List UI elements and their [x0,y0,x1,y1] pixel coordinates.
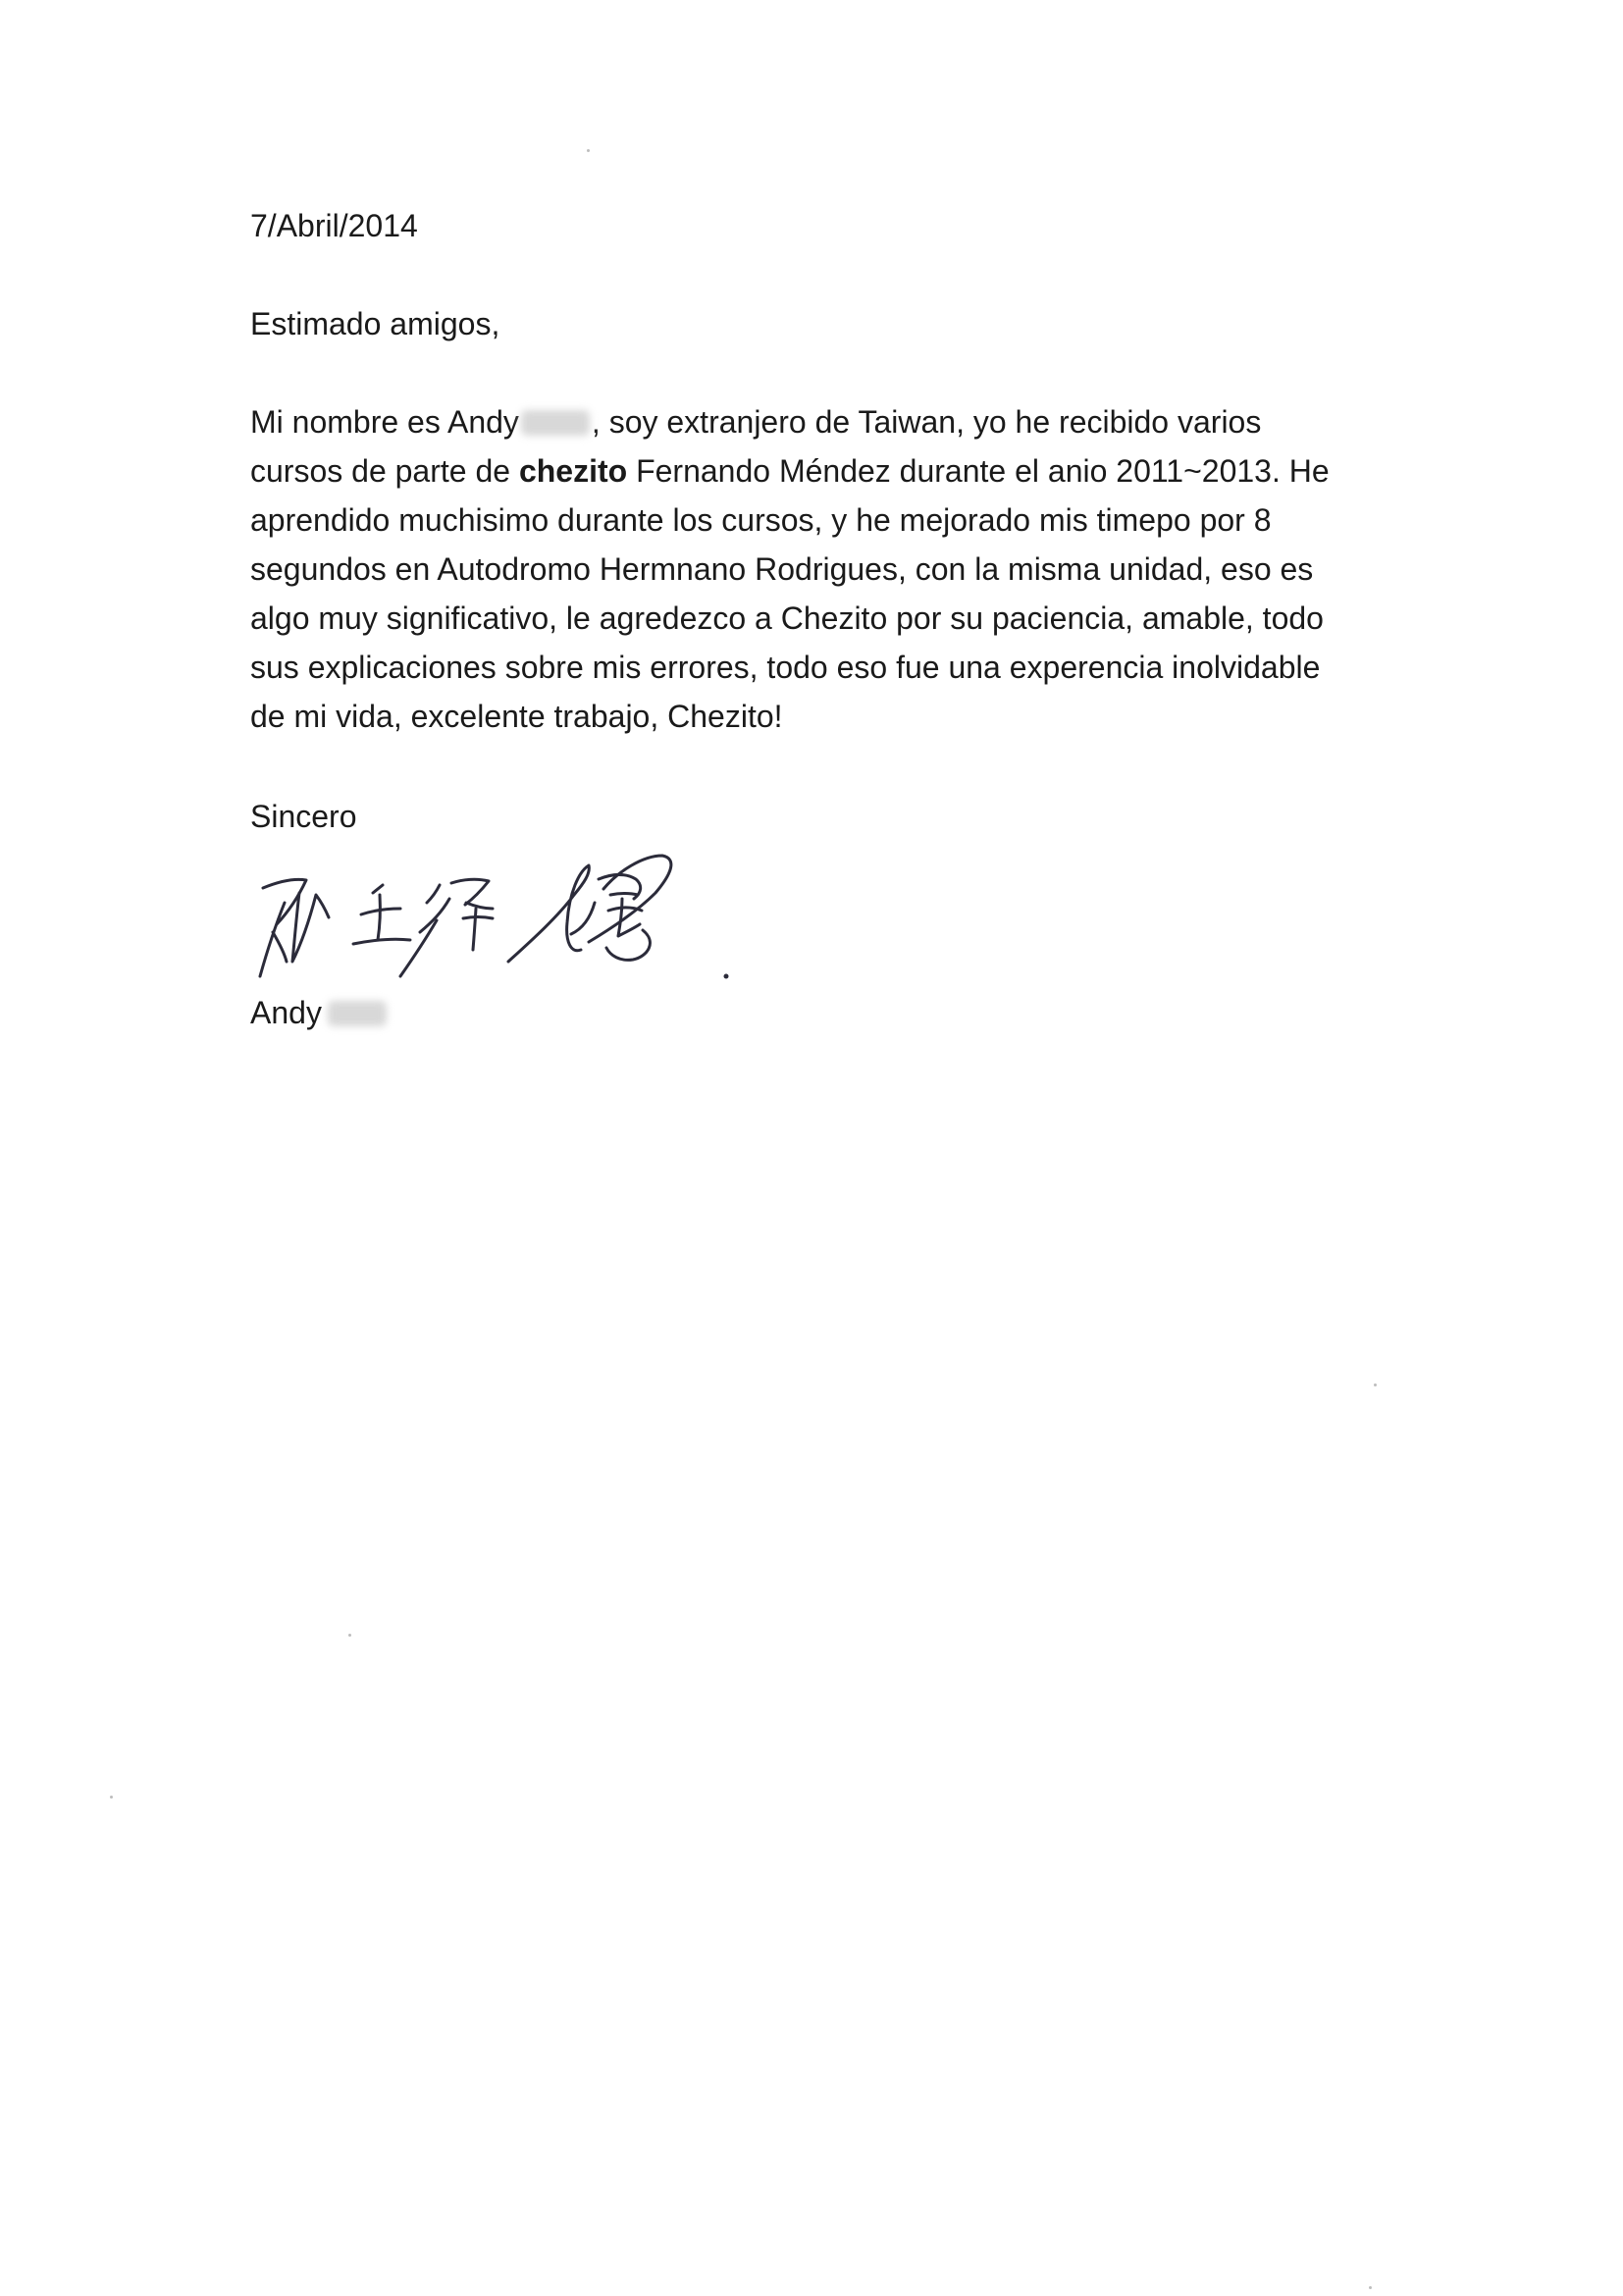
letter-body [250,397,1398,741]
body-line [250,446,1398,496]
body-text-segment: Fernando Méndez durante el anio 2011~2013. He [627,453,1330,489]
scan-speck [1374,1383,1377,1386]
closing: Sincero [250,799,357,834]
handwritten-signature [245,834,756,1001]
redacted-surname [328,1001,387,1026]
salutation: Estimado amigos, [250,306,500,341]
body-line: segundos en Autodromo Hermnano Rodrigues, con la misma unidad, eso es [250,551,1314,587]
scan-speck [348,1634,351,1637]
body-text-segment: Mi nombre es Andy [250,404,519,440]
body-line [250,397,1398,446]
scan-speck [587,149,590,152]
signer-first-name: Andy [250,995,322,1030]
bold-name: chezito [518,453,628,489]
body-line: aprendido muchisimo durante los cursos, y he mejorado mis timepo por 8 [250,502,1272,538]
scan-speck [1369,2286,1372,2289]
body-line: algo muy significativo, le agredezco a Chezito por su paciencia, amable, todo [250,600,1324,636]
letter-date: 7/Abril/2014 [250,208,418,243]
body-text-segment: cursos de parte de [250,453,519,489]
scan-speck [110,1796,113,1799]
body-line: sus explicaciones sobre mis errores, todo eso fue una experencia inolvidable [250,650,1321,685]
signer-name [250,993,389,1032]
redacted-surname [521,410,590,436]
body-text-segment: , soy extranjero de Taiwan, yo he recibido varios [591,404,1262,440]
body-line: de mi vida, excelente trabajo, Chezito! [250,699,783,734]
